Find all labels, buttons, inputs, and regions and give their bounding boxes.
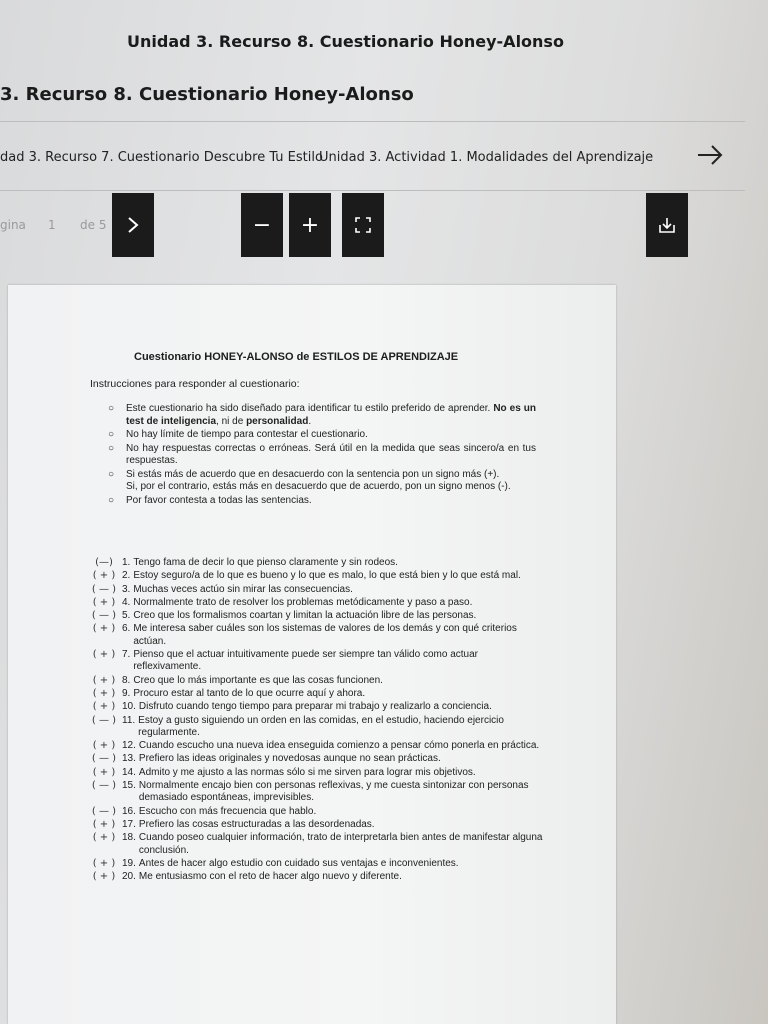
table-row [86, 753, 546, 765]
item-number: 20. [122, 871, 136, 883]
item-number: 19. [122, 857, 136, 869]
item-text: Me interesa saber cuáles son los sistemas de valores de los demás y con qué criterios actúan. [133, 623, 517, 647]
table-row [86, 819, 546, 831]
item-number: 4. [122, 596, 131, 608]
item-number: 2. [122, 570, 131, 582]
item-text: Estoy seguro/a de lo que es bueno y lo que es malo, lo que está bien y lo que está mal. [133, 570, 521, 582]
item-text: Procuro estar al tanto de lo que ocurre aquí y ahora. [133, 687, 366, 699]
answer-mark: ( — ) [91, 753, 117, 765]
item-text: Admito y me ajusto a las normas sólo si me sirven para lograr mis objetivos. [138, 766, 476, 778]
bullet-icon: ○ [108, 494, 115, 506]
answer-mark: (—) [95, 557, 113, 568]
table-row [86, 715, 546, 740]
page-label: gina [0, 218, 26, 232]
item-number: 15. [122, 780, 136, 792]
item-text: Estoy a gusto siguiendo un orden en las comidas, en el estudio, haciendo ejercicio regularmente. [138, 714, 504, 738]
next-page-button[interactable] [112, 193, 154, 257]
table-row [86, 610, 546, 622]
answer-mark: ( + ) [92, 674, 116, 686]
chevron-right-icon [126, 216, 140, 234]
table-row [86, 623, 546, 648]
answer-mark: ( — ) [91, 714, 117, 726]
table-row [86, 832, 546, 857]
prev-resource-link[interactable]: dad 3. Recurso 7. Cuestionario Descubre Tu Estilo [0, 150, 323, 165]
zoom-out-button[interactable] [241, 193, 283, 257]
zoom-in-button[interactable] [289, 193, 331, 257]
document-title: Cuestionario HONEY-ALONSO de ESTILOS DE APRENDIZAJE [134, 351, 459, 363]
item-number: 9. [122, 687, 131, 699]
document-page [8, 285, 616, 1024]
item-text: Cuando escucho una nueva idea enseguida comienzo a pensar cómo ponerla en práctica. [138, 740, 540, 752]
item-number: 11. [122, 714, 136, 726]
item-number: 14. [122, 766, 136, 778]
instructions-list [108, 403, 536, 508]
instructions-heading: Instrucciones para responder al cuestionario: [90, 378, 300, 390]
table-row [86, 858, 546, 870]
list-item: ○ No hay límite de tiempo para contestar el cuestionario. [108, 429, 368, 440]
bullet-icon: ○ [108, 403, 115, 414]
table-row [86, 740, 546, 752]
item-text: Cuando poseo cualquier información, trato de interpretarla bien antes de manifestar alguna conclusión. [138, 832, 543, 856]
answer-mark: ( + ) [92, 857, 116, 869]
table-row [86, 767, 546, 779]
item-number: 10. [122, 701, 136, 713]
list-item: ○ No hay respuestas correctas o erróneas. Será útil en la medida que seas sincero/a en tus respuestas. [108, 442, 536, 466]
item-text: Prefiero las cosas estructuradas a las desordenadas. [138, 818, 375, 830]
item-text: Normalmente encajo bien con personas reflexivas, y me cuesta sintonizar con personas demasiado espontáneas, imprevisibles. [138, 780, 529, 804]
answer-mark: ( + ) [92, 871, 116, 883]
table-row [86, 597, 546, 609]
answer-mark: ( + ) [92, 740, 116, 752]
answer-mark: ( + ) [92, 701, 116, 713]
table-row [86, 649, 546, 674]
download-button[interactable] [646, 193, 688, 257]
divider [0, 190, 745, 191]
arrow-right-icon[interactable] [696, 142, 724, 168]
item-number: 6. [122, 623, 131, 635]
minus-icon: − [252, 212, 272, 238]
table-row [86, 688, 546, 700]
item-number: 17. [122, 818, 136, 830]
item-number: 5. [122, 610, 131, 622]
table-row [86, 806, 546, 818]
item-number: 12. [122, 740, 136, 752]
item-number: 13. [122, 753, 136, 765]
fullscreen-button[interactable] [342, 193, 384, 257]
answer-mark: ( + ) [92, 596, 116, 608]
item-text: Pienso que el actuar intuitivamente puede ser siempre tan válido como actuar reflexivamente. [133, 649, 478, 673]
table-row [86, 675, 546, 687]
divider [0, 121, 745, 122]
bullet-icon: ○ [108, 468, 115, 480]
item-text: Creo que los formalismos coartan y limitan la actuación libre de las personas. [133, 610, 477, 622]
list-item: ○ Por favor contesta a todas las sentencias. [108, 494, 312, 506]
item-text: Me entusiasmo con el reto de hacer algo nuevo y diferente. [138, 871, 402, 883]
resource-navigation [0, 146, 740, 172]
item-number: 16. [122, 805, 136, 817]
page-title: Unidad 3. Recurso 8. Cuestionario Honey-Alonso [127, 32, 564, 51]
questionnaire-items [86, 557, 546, 884]
download-icon [658, 216, 676, 234]
answer-mark: ( — ) [91, 780, 117, 792]
bullet-icon: ○ [108, 442, 115, 454]
page-total: de 5 [80, 218, 107, 232]
page-current-input[interactable]: 1 [48, 218, 56, 232]
resource-title: 3. Recurso 8. Cuestionario Honey-Alonso [0, 84, 414, 105]
answer-mark: ( — ) [91, 805, 117, 817]
answer-mark: ( + ) [92, 570, 116, 582]
item-text: Antes de hacer algo estudio con cuidado sus ventajas e inconvenientes. [138, 857, 459, 869]
table-row [86, 701, 546, 713]
item-text: Disfruto cuando tengo tiempo para preparar mi trabajo y realizarlo a conciencia. [138, 701, 492, 713]
expand-icon [354, 216, 372, 234]
item-text: Muchas veces actúo sin mirar las consecuencias. [133, 583, 353, 595]
answer-mark: ( + ) [92, 687, 116, 699]
item-number: 18. [122, 832, 136, 844]
table-row [86, 871, 546, 883]
table-row [86, 584, 546, 596]
answer-mark: ( + ) [92, 766, 116, 778]
bullet-icon: ○ [108, 429, 115, 440]
answer-mark: ( + ) [92, 623, 116, 635]
answer-mark: ( + ) [92, 818, 116, 830]
item-number: 8. [122, 674, 131, 686]
list-item: ○ Este cuestionario ha sido diseñado para identificar tu estilo preferido de aprender. No es un test de inteligencia, ni de personalidad. [108, 403, 536, 427]
item-text: Prefiero las ideas originales y novedosas aunque no sean prácticas. [138, 753, 441, 765]
plus-icon: + [300, 212, 320, 238]
item-number: 7. [122, 649, 131, 661]
answer-mark: ( + ) [92, 649, 116, 661]
table-row [86, 557, 546, 569]
item-number: 1. [122, 557, 131, 568]
item-text: Escucho con más frecuencia que hablo. [138, 805, 317, 817]
table-row [86, 780, 546, 805]
answer-mark: ( + ) [92, 832, 116, 844]
item-number: 3. [122, 583, 131, 595]
next-resource-link[interactable]: Unidad 3. Actividad 1. Modalidades del Aprendizaje [319, 150, 654, 165]
answer-mark: ( — ) [91, 610, 117, 622]
table-row [86, 570, 546, 582]
answer-mark: ( — ) [91, 583, 117, 595]
item-text: Tengo fama de decir lo que pienso claramente y sin rodeos. [133, 557, 398, 568]
item-text: Normalmente trato de resolver los problemas metódicamente y paso a paso. [133, 596, 473, 608]
item-text: Creo que lo más importante es que las cosas funcionen. [133, 674, 383, 686]
list-item: ○ Si estás más de acuerdo que en desacuerdo con la sentencia pon un signo más (+). Si, por el contrario, estás más en desacuerdo que de acuerdo, pon un signo menos (-). [108, 468, 511, 492]
